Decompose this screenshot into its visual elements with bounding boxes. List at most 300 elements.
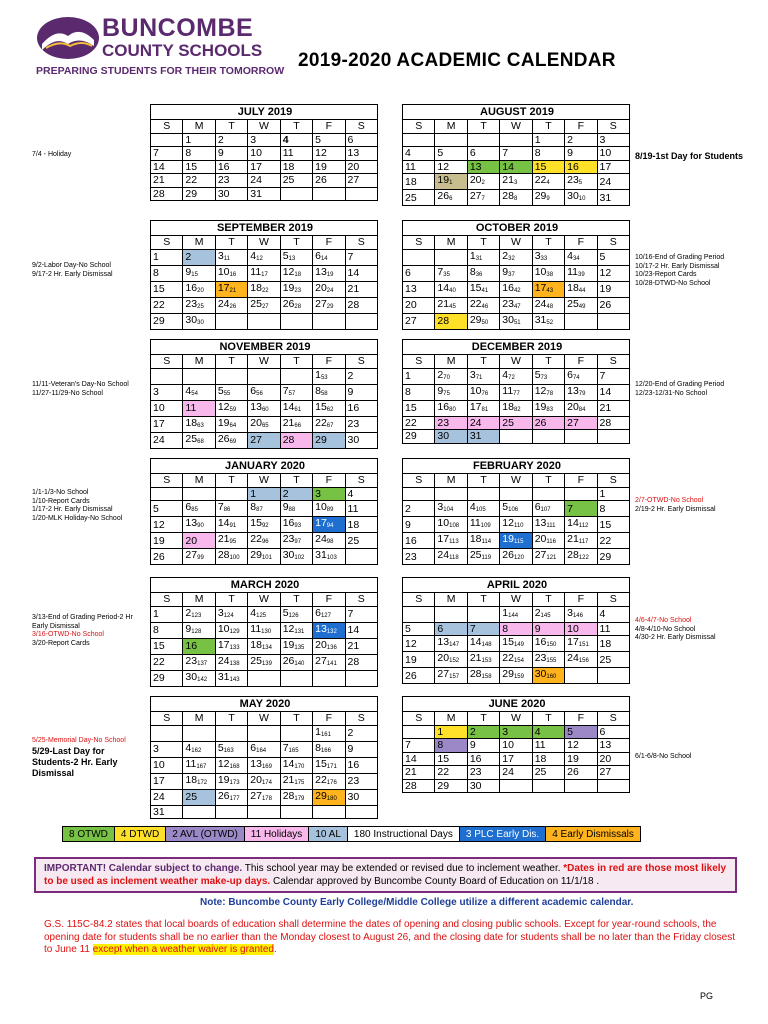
instructional-day-count: 55 xyxy=(223,390,231,397)
day-cell: $14_{148}$ xyxy=(467,636,499,652)
day-cell: 31 xyxy=(248,187,280,201)
day-cell: 14 xyxy=(345,265,377,281)
day-cell: $19_{115}$ xyxy=(500,533,532,549)
day-cell: 17 xyxy=(500,752,532,766)
day-cell: $7_{165}$ xyxy=(280,741,312,757)
day-cell: 3 xyxy=(597,133,629,147)
month-title: APRIL 2020 xyxy=(403,578,630,593)
day-cell: 29 xyxy=(597,549,629,565)
day-cell: 19 xyxy=(151,533,183,549)
note-july: 7/4 - Holiday xyxy=(32,151,72,158)
day-cell: 11 xyxy=(532,739,564,753)
day-cell xyxy=(467,133,499,147)
instructional-day-count: 152 xyxy=(449,658,460,664)
day-cell: $22_{67}$ xyxy=(313,416,345,432)
day-cell: $3_{104}$ xyxy=(435,501,467,517)
instructional-day-count: 170 xyxy=(294,763,305,770)
day-cell: 13 xyxy=(345,147,377,161)
day-cell: 8 xyxy=(435,739,467,753)
day-cell: 8 xyxy=(151,622,183,638)
day-cell: 31 xyxy=(151,805,183,819)
day-cell xyxy=(597,313,629,329)
day-cell xyxy=(215,805,247,819)
weekday-header: S xyxy=(597,712,629,726)
instructional-day-count: 132 xyxy=(326,628,337,635)
day-cell xyxy=(183,725,215,741)
day-cell: $18_{82}$ xyxy=(500,400,532,416)
day-cell: 9 xyxy=(215,147,247,161)
day-cell: 1 xyxy=(151,249,183,265)
day-cell xyxy=(215,725,247,741)
day-cell: 7 xyxy=(500,147,532,161)
day-cell: 11 xyxy=(280,147,312,161)
day-cell xyxy=(403,249,435,265)
day-cell xyxy=(345,313,377,329)
instructional-day-count: 42 xyxy=(513,287,521,294)
weekday-header: T xyxy=(280,355,312,369)
logo-line1: BUNCOMBE xyxy=(102,14,254,42)
day-cell: $3_{124}$ xyxy=(215,606,247,622)
day-cell: 26 xyxy=(151,549,183,565)
day-cell: $19_1$ xyxy=(435,174,467,190)
day-cell xyxy=(183,368,215,384)
weekday-header: S xyxy=(403,593,435,607)
day-cell: 15 xyxy=(183,160,215,174)
weekday-header: M xyxy=(435,236,467,250)
instructional-day-count: 160 xyxy=(546,674,557,680)
day-cell: $4_{34}$ xyxy=(565,249,597,265)
instructional-day-count: 21 xyxy=(229,287,237,294)
month-title: MAY 2020 xyxy=(151,697,378,712)
day-cell: $30_{51}$ xyxy=(500,313,532,329)
day-cell xyxy=(215,368,247,384)
month-january-2020 xyxy=(150,458,378,565)
day-cell: $26_{120}$ xyxy=(500,549,532,565)
instructional-day-count: 129 xyxy=(229,628,240,635)
instructional-day-count: 40 xyxy=(449,287,456,294)
day-cell: $2_{145}$ xyxy=(532,606,564,622)
day-cell: 30 xyxy=(215,187,247,201)
day-cell: $1_{53}$ xyxy=(313,368,345,384)
instructional-day-count: 32 xyxy=(508,255,515,262)
day-cell xyxy=(215,487,247,501)
weekday-header: T xyxy=(280,120,312,134)
day-cell: 7 xyxy=(565,501,597,517)
statute-text: G.S. 115C-84.2 states that local boards of education shall determine the dates of opening and closing public schools. Except for year-round schools, the opening date for students shall be no earlier than the Monday closest to August 26, and the closing date for students shall be no later than the Friday closest to June 11 xyxy=(44,919,735,955)
day-cell: 29 xyxy=(151,313,183,329)
weekday-header: W xyxy=(500,712,532,726)
month-title: DECEMBER 2019 xyxy=(403,340,630,355)
weekday-header: S xyxy=(597,593,629,607)
day-cell: $23_{97}$ xyxy=(280,533,312,549)
weekday-header: M xyxy=(183,236,215,250)
instructional-day-count: 60 xyxy=(261,406,269,413)
day-cell: 29 xyxy=(151,670,183,686)
day-cell: 15 xyxy=(435,752,467,766)
instructional-day-count: 114 xyxy=(481,539,492,545)
day-cell: 9 xyxy=(565,147,597,161)
day-cell: 15 xyxy=(532,160,564,174)
instructional-day-count: 46 xyxy=(481,303,489,310)
instructional-day-count: 8 xyxy=(513,196,518,202)
month-title: NOVEMBER 2019 xyxy=(151,340,378,355)
day-cell: $5_{55}$ xyxy=(215,384,247,400)
day-cell xyxy=(313,313,345,329)
important-notice xyxy=(34,857,737,893)
instructional-day-count: 151 xyxy=(578,642,589,648)
instructional-day-count: 69 xyxy=(229,438,237,445)
instructional-day-count: 28 xyxy=(294,303,302,310)
day-cell: $14_{40}$ xyxy=(435,281,467,297)
day-cell: $6_{74}$ xyxy=(565,368,597,384)
instructional-day-count: 84 xyxy=(578,406,586,413)
day-cell: $14_{170}$ xyxy=(280,757,312,773)
day-cell: 12 xyxy=(151,517,183,533)
day-cell: $21_{95}$ xyxy=(215,533,247,549)
day-cell: $11_{39}$ xyxy=(565,265,597,281)
instructional-day-count: 11 xyxy=(223,255,230,262)
day-cell: 12 xyxy=(565,739,597,753)
day-cell: $18_{172}$ xyxy=(183,773,215,789)
weekday-header: S xyxy=(151,474,183,488)
note-sep xyxy=(32,262,113,279)
day-cell: 3 xyxy=(500,725,532,739)
instructional-day-count: 75 xyxy=(443,390,450,397)
day-cell: $30_{160}$ xyxy=(532,668,564,684)
weekday-header: M xyxy=(183,712,215,726)
day-cell xyxy=(248,805,280,819)
day-cell: $22_4$ xyxy=(532,174,564,190)
instructional-day-count: 37 xyxy=(508,271,515,278)
day-cell: 6 xyxy=(597,725,629,739)
day-cell: 2 xyxy=(183,249,215,265)
legend-item: 8 OTWD xyxy=(63,827,115,842)
day-cell: 2 xyxy=(467,725,499,739)
day-cell: $21_{45}$ xyxy=(435,297,467,313)
instructional-day-count: 7 xyxy=(481,196,485,202)
instructional-day-count: 158 xyxy=(481,674,492,680)
day-cell: $23_{137}$ xyxy=(183,654,215,670)
day-cell: 25 xyxy=(597,652,629,668)
weekday-header: F xyxy=(313,120,345,134)
instructional-day-count: 102 xyxy=(294,555,305,561)
instructional-day-count: 159 xyxy=(513,674,524,680)
day-cell: $13_{169}$ xyxy=(248,757,280,773)
day-cell xyxy=(403,725,435,739)
instructional-day-count: 13 xyxy=(288,255,296,262)
day-cell: 3 xyxy=(151,384,183,400)
day-cell: $24_{26}$ xyxy=(215,297,247,313)
day-cell: $4_{105}$ xyxy=(467,501,499,517)
day-cell: $15_{41}$ xyxy=(467,281,499,297)
statute-end: . xyxy=(273,944,277,955)
day-cell: $16_{42}$ xyxy=(500,281,532,297)
day-cell: 29 xyxy=(435,779,467,793)
instructional-day-count: 52 xyxy=(546,319,554,326)
day-cell: 14 xyxy=(345,622,377,638)
instructional-day-count: 15 xyxy=(191,271,198,278)
day-cell: $23_{25}$ xyxy=(183,297,215,313)
note-oct xyxy=(635,254,724,288)
day-cell: $17_{81}$ xyxy=(467,400,499,416)
day-cell: 2 xyxy=(345,725,377,741)
weekday-header: W xyxy=(248,593,280,607)
instructional-day-count: 123 xyxy=(191,612,202,619)
day-cell: $25_{119}$ xyxy=(467,549,499,565)
day-cell: 20 xyxy=(597,752,629,766)
instructional-day-count: 82 xyxy=(513,406,521,413)
day-cell: 2 xyxy=(403,501,435,517)
instructional-day-count: 68 xyxy=(197,438,204,445)
day-cell: 3 xyxy=(151,741,183,757)
instructional-day-count: 66 xyxy=(294,422,302,429)
weekday-header: M xyxy=(435,120,467,134)
day-cell: $26_{69}$ xyxy=(215,432,247,448)
day-cell: 1 xyxy=(248,487,280,501)
instructional-day-count: 110 xyxy=(513,523,524,529)
day-cell: $15_{62}$ xyxy=(313,400,345,416)
day-cell: $27_{141}$ xyxy=(313,654,345,670)
note-oct-3: 10/23-Report Cards xyxy=(635,271,697,278)
instructional-day-count: 120 xyxy=(513,555,524,561)
day-cell: 22 xyxy=(597,533,629,549)
instructional-day-count: 72 xyxy=(508,374,515,381)
day-cell: 27 xyxy=(345,174,377,188)
day-cell: 25 xyxy=(345,533,377,549)
instructional-day-count: 83 xyxy=(546,406,554,413)
day-cell: $13_{60}$ xyxy=(248,400,280,416)
instructional-day-count: 2 xyxy=(481,180,485,186)
day-cell: 12 xyxy=(597,265,629,281)
day-cell: 6 xyxy=(467,147,499,161)
day-cell: $3_{11}$ xyxy=(215,249,247,265)
day-cell: 22 xyxy=(403,416,435,430)
instructional-day-count: 26 xyxy=(229,303,237,310)
day-cell: $23_5$ xyxy=(565,174,597,190)
day-cell xyxy=(248,670,280,686)
day-cell: $27_{29}$ xyxy=(313,297,345,313)
month-december-2019 xyxy=(402,339,630,444)
day-cell: 13 xyxy=(597,739,629,753)
day-cell: $27_{99}$ xyxy=(183,549,215,565)
day-cell: 23 xyxy=(435,416,467,430)
instructional-day-count: 17 xyxy=(261,271,268,278)
weekday-header: T xyxy=(467,593,499,607)
day-cell: 31 xyxy=(597,190,629,206)
weekday-header: T xyxy=(280,474,312,488)
day-cell: 3 xyxy=(248,133,280,147)
note-oct-1: 10/16-End of Grading Period xyxy=(635,254,725,261)
day-cell: 14 xyxy=(597,384,629,400)
weekday-header: S xyxy=(403,712,435,726)
instructional-day-count: 14 xyxy=(320,255,328,262)
day-cell: 10 xyxy=(565,622,597,636)
day-cell: 26 xyxy=(532,416,564,430)
day-cell xyxy=(403,606,435,622)
day-cell: 18 xyxy=(280,160,312,174)
day-cell: 31 xyxy=(467,430,499,444)
day-cell: $11_{130}$ xyxy=(248,622,280,638)
instructional-day-count: 134 xyxy=(261,644,272,651)
month-august-2019 xyxy=(402,104,630,206)
day-cell: 7 xyxy=(597,368,629,384)
instructional-day-count: 106 xyxy=(508,507,519,513)
day-cell: 28 xyxy=(280,432,312,448)
instructional-day-count: 47 xyxy=(513,303,521,310)
weekday-header: F xyxy=(313,236,345,250)
day-cell: $12_{110}$ xyxy=(500,517,532,533)
instructional-day-count: 166 xyxy=(320,747,331,754)
weekday-header: F xyxy=(565,593,597,607)
month-title: JUNE 2020 xyxy=(403,697,630,712)
day-cell: 8 xyxy=(532,147,564,161)
day-cell: $30_{10}$ xyxy=(565,190,597,206)
instructional-day-count: 67 xyxy=(326,422,334,429)
weekday-header: F xyxy=(565,474,597,488)
day-cell: 21 xyxy=(597,400,629,416)
instructional-day-count: 148 xyxy=(481,642,492,648)
day-cell xyxy=(313,187,345,201)
day-cell: 9 xyxy=(403,517,435,533)
day-cell: $20_{84}$ xyxy=(565,400,597,416)
weekday-header: F xyxy=(565,355,597,369)
weekday-header: F xyxy=(313,593,345,607)
day-cell: 30 xyxy=(435,430,467,444)
day-cell: 21 xyxy=(403,766,435,780)
instructional-day-count: 34 xyxy=(572,255,580,262)
day-cell: 23 xyxy=(345,416,377,432)
day-cell: $22_{46}$ xyxy=(467,297,499,313)
day-cell: 1 xyxy=(403,368,435,384)
day-cell: 27 xyxy=(597,766,629,780)
instructional-day-count: 25 xyxy=(197,303,204,310)
day-cell: 12 xyxy=(403,636,435,652)
day-cell: $11_{109}$ xyxy=(467,517,499,533)
instructional-day-count: 48 xyxy=(546,303,554,310)
day-cell: 17 xyxy=(151,416,183,432)
weekday-header: S xyxy=(345,355,377,369)
day-cell: 27 xyxy=(248,432,280,448)
instructional-day-count: 147 xyxy=(449,642,460,648)
weekday-header: F xyxy=(313,712,345,726)
day-cell: 16 xyxy=(215,160,247,174)
day-cell: 26 xyxy=(403,668,435,684)
instructional-day-count: 157 xyxy=(449,674,460,680)
legend-item: 4 Early Dismissals xyxy=(546,827,641,842)
day-cell: $25_{68}$ xyxy=(183,432,215,448)
day-cell: $6_{14}$ xyxy=(313,249,345,265)
day-cell: $2_{32}$ xyxy=(500,249,532,265)
note-jan xyxy=(32,489,122,523)
day-cell: 4 xyxy=(280,133,312,147)
day-cell: $7_{86}$ xyxy=(215,501,247,517)
day-cell: 2 xyxy=(565,133,597,147)
instructional-day-count: 130 xyxy=(261,628,272,635)
instructional-day-count: 77 xyxy=(513,390,520,397)
day-cell: 2 xyxy=(345,368,377,384)
day-cell: 13 xyxy=(403,281,435,297)
day-cell: 20 xyxy=(345,160,377,174)
weekday-header: S xyxy=(151,593,183,607)
weekday-header: W xyxy=(500,120,532,134)
day-cell: $9_{75}$ xyxy=(435,384,467,400)
day-cell: $12_{168}$ xyxy=(215,757,247,773)
weekday-header: T xyxy=(215,355,247,369)
instructional-day-count: 118 xyxy=(449,555,459,561)
instructional-day-count: 137 xyxy=(197,660,208,667)
day-cell: $14_{91}$ xyxy=(215,517,247,533)
instructional-day-count: 176 xyxy=(326,779,337,786)
weekday-header: S xyxy=(345,120,377,134)
instructional-day-count: 171 xyxy=(326,763,337,770)
day-cell xyxy=(532,779,564,793)
instructional-day-count: 142 xyxy=(197,676,208,683)
day-cell: $6_{127}$ xyxy=(313,606,345,622)
instructional-day-count: 36 xyxy=(475,271,483,278)
day-cell: $3_{71}$ xyxy=(467,368,499,384)
day-cell: $9_{128}$ xyxy=(183,622,215,638)
month-november-2019 xyxy=(150,339,378,449)
day-cell xyxy=(151,368,183,384)
day-cell: $27_{121}$ xyxy=(532,549,564,565)
instructional-day-count: 169 xyxy=(261,763,272,770)
day-cell: $22_{154}$ xyxy=(500,652,532,668)
day-cell xyxy=(435,249,467,265)
weekday-header: T xyxy=(280,593,312,607)
weekday-header: S xyxy=(403,236,435,250)
month-title: SEPTEMBER 2019 xyxy=(151,221,378,236)
day-cell: $26_6$ xyxy=(435,190,467,206)
day-cell: $4_{125}$ xyxy=(248,606,280,622)
instructional-day-count: 27 xyxy=(261,303,269,310)
weekday-header: S xyxy=(345,593,377,607)
month-title: AUGUST 2019 xyxy=(403,105,630,120)
instructional-day-count: 98 xyxy=(326,539,334,545)
day-cell: 9 xyxy=(345,741,377,757)
instructional-day-count: 91 xyxy=(229,523,237,529)
instructional-day-count: 178 xyxy=(261,795,272,802)
statute-highlight: except when a weather waiver is granted xyxy=(92,944,274,955)
instructional-day-count: 156 xyxy=(578,658,589,664)
instructional-day-count: 99 xyxy=(197,555,204,561)
day-cell: $3_{33}$ xyxy=(532,249,564,265)
instructional-day-count: 150 xyxy=(546,642,557,648)
instructional-day-count: 126 xyxy=(288,612,299,619)
instructional-day-count: 92 xyxy=(261,523,269,529)
instructional-day-count: 44 xyxy=(578,287,586,294)
instructional-day-count: 139 xyxy=(261,660,272,667)
day-cell: $30_{142}$ xyxy=(183,670,215,686)
instructional-day-count: 41 xyxy=(481,287,489,294)
day-cell xyxy=(435,487,467,501)
note-aug: 8/19-1st Day for Students xyxy=(635,151,744,161)
day-cell: $21_{66}$ xyxy=(280,416,312,432)
day-cell: 20 xyxy=(403,297,435,313)
day-cell: $29_{101}$ xyxy=(248,549,280,565)
day-cell: $17_{113}$ xyxy=(435,533,467,549)
day-cell: $8_{166}$ xyxy=(313,741,345,757)
day-cell: 24 xyxy=(151,789,183,805)
day-cell: 24 xyxy=(151,432,183,448)
month-september-2019 xyxy=(150,220,378,330)
day-cell: $21_{175}$ xyxy=(280,773,312,789)
day-cell: 6 xyxy=(403,265,435,281)
day-cell: 10 xyxy=(248,147,280,161)
day-cell xyxy=(151,725,183,741)
instructional-day-count: 71 xyxy=(475,374,483,381)
day-cell: 10 xyxy=(151,400,183,416)
day-cell: 11 xyxy=(597,622,629,636)
